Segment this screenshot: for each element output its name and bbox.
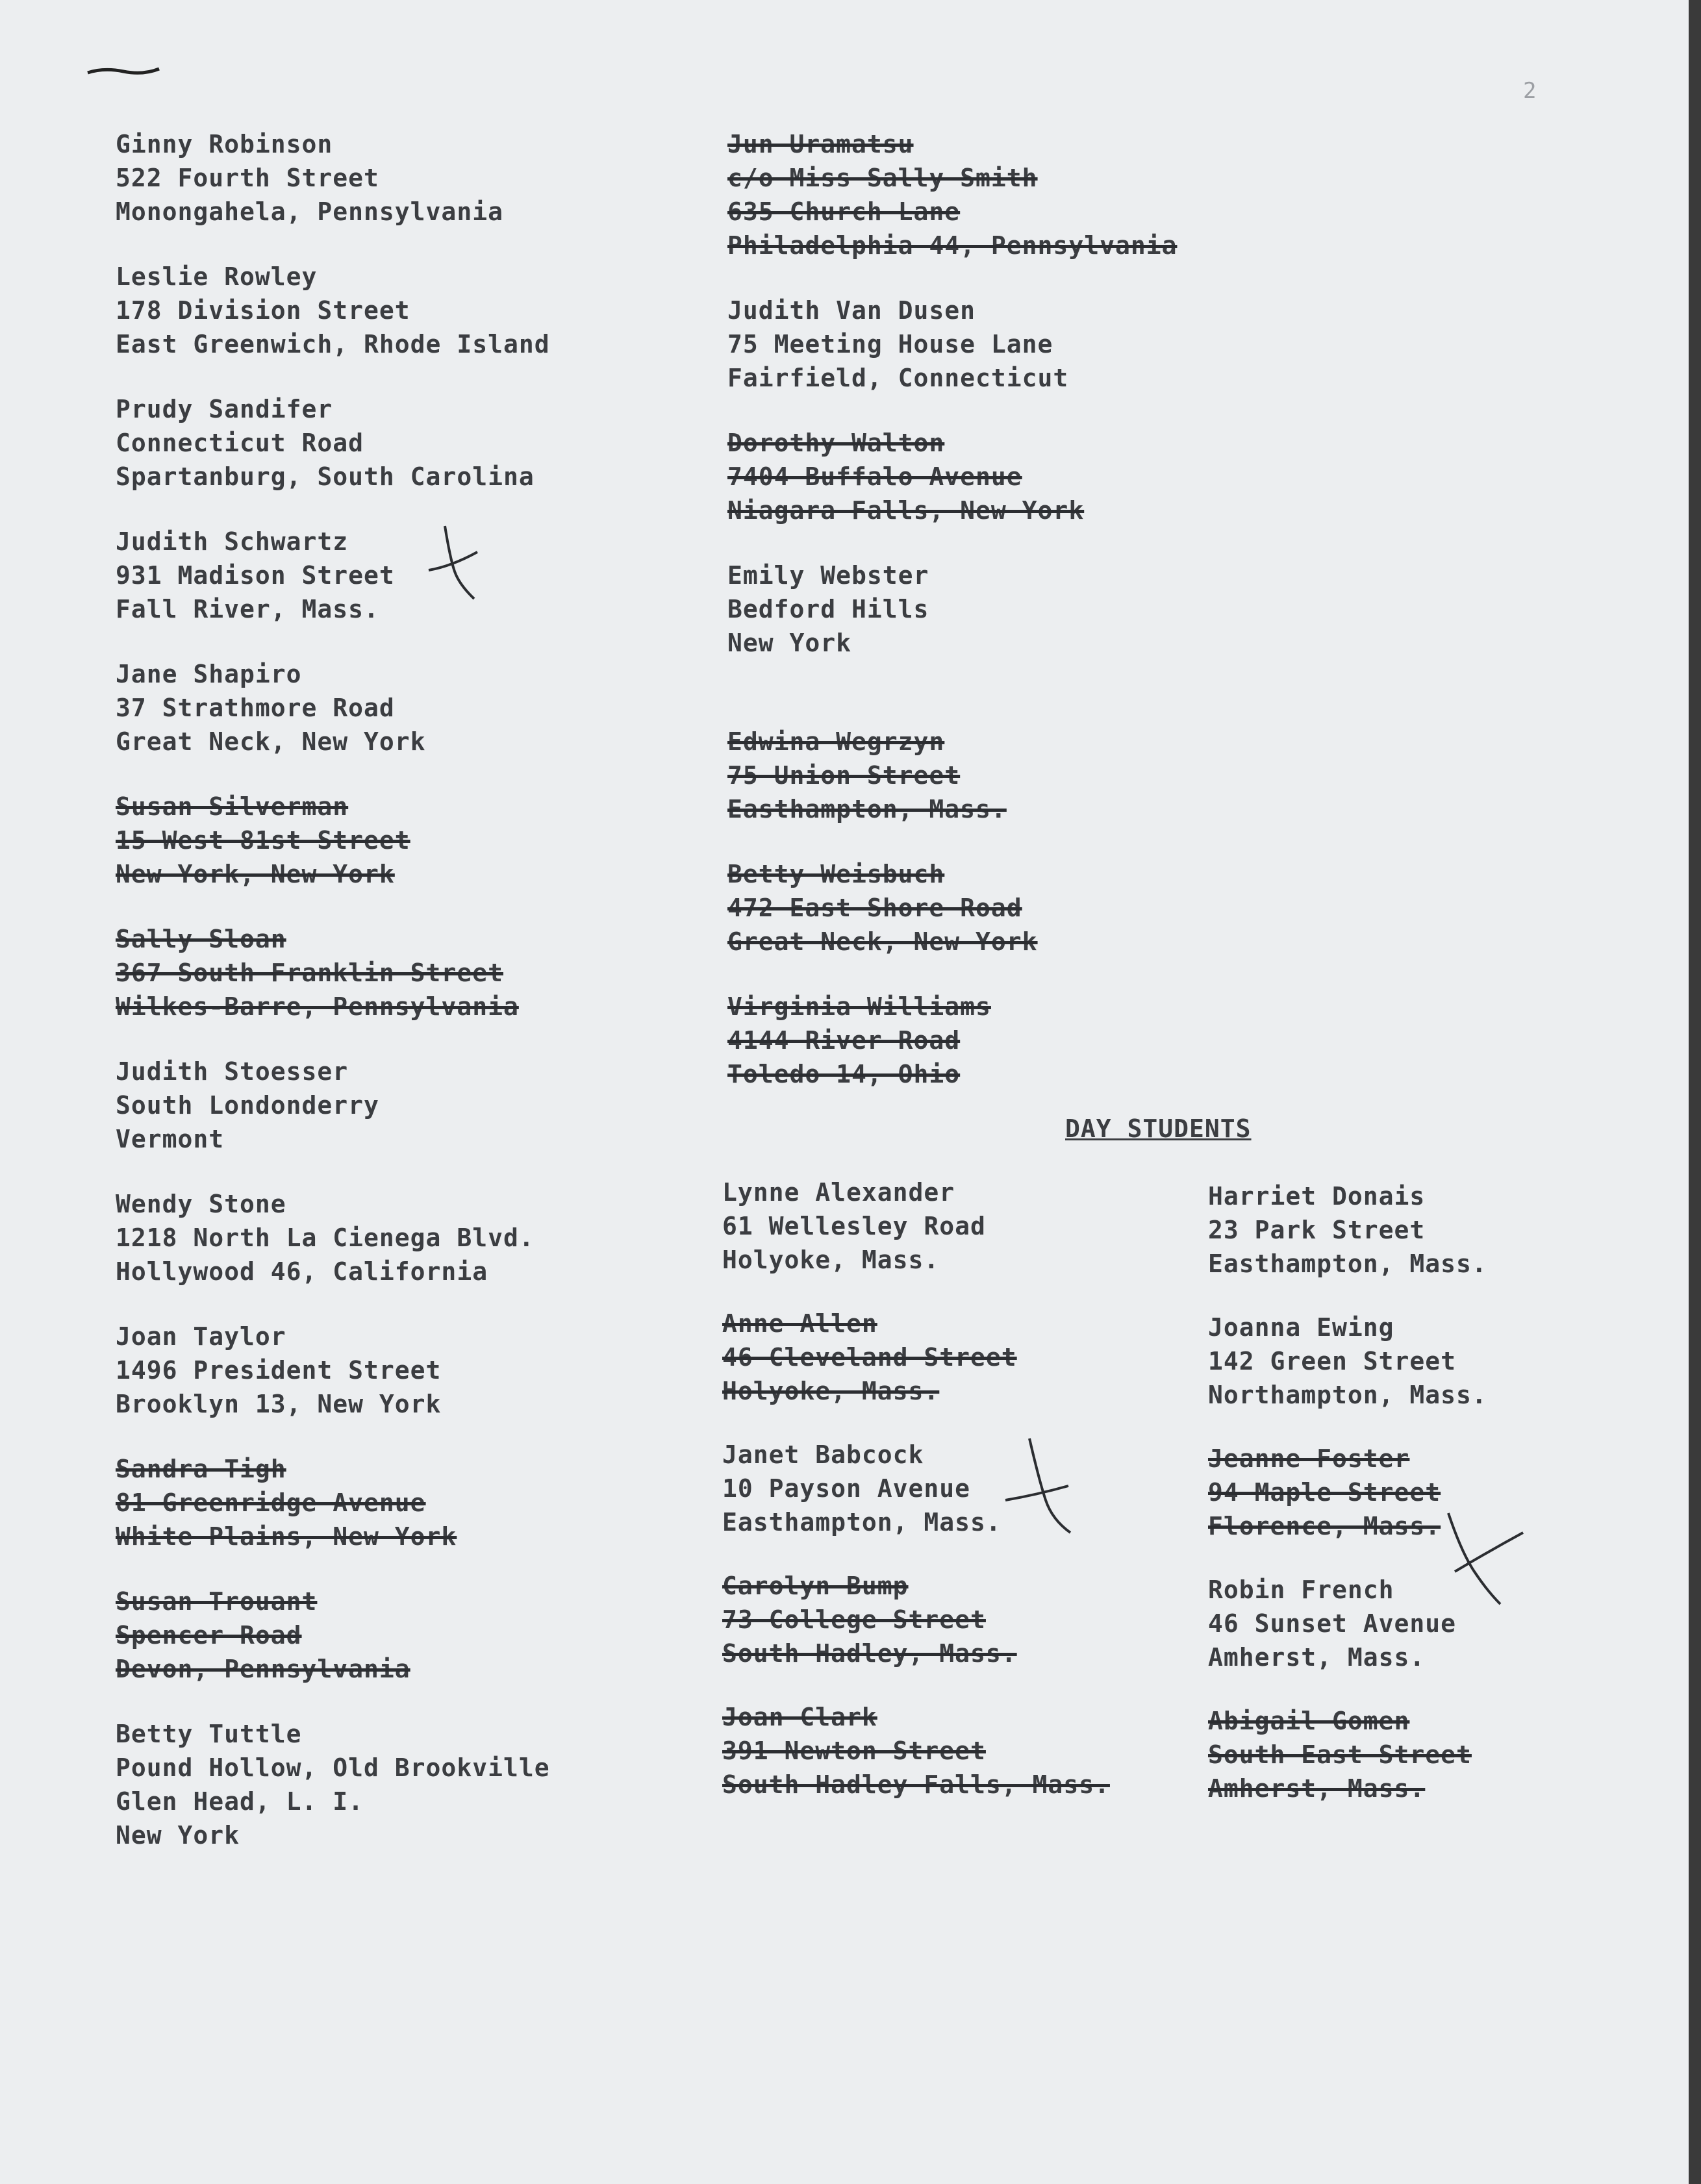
entry-address-line: 367 South Franklin Street [116, 959, 503, 987]
entry-address-line: Northampton, Mass. [1208, 1381, 1487, 1409]
entry-address-line: Philadelphia 44, Pennsylvania [727, 231, 1178, 260]
entry-name: Judith Van Dusen [727, 296, 976, 325]
scan-edge [1689, 0, 1701, 2184]
entry-address-line: South Hadley Falls, Mass. [722, 1770, 1110, 1799]
address-entry [116, 127, 700, 229]
check-mark-icon [425, 520, 484, 604]
entry-name: Emily Webster [727, 561, 929, 590]
entry-address-line: New York, New York [116, 860, 395, 888]
entry-address-line: 10 Payson Avenue [722, 1474, 971, 1503]
address-entry [116, 657, 700, 759]
entry-name: Jeanne Foster [1208, 1444, 1410, 1473]
column-middle [727, 127, 1312, 1091]
entry-address-line: Glen Head, L. I. [116, 1787, 364, 1816]
entry-address-line: 46 Cleveland Street [722, 1343, 1017, 1372]
address-entry [1208, 1179, 1663, 1281]
address-entry [116, 525, 700, 626]
entry-address-line: c/o Miss Sally Smith [727, 164, 1038, 192]
entry-address-line: East Greenwich, Rhode Island [116, 330, 550, 358]
entry-address-line: Devon, Pennsylvania [116, 1655, 410, 1683]
entry-name: Edwina Wegrzyn [727, 727, 945, 756]
entry-address-line: Easthampton, Mass. [1208, 1249, 1487, 1278]
entry-name: Judith Stoesser [116, 1057, 349, 1086]
entry-address-line: 931 Madison Street [116, 561, 395, 590]
entry-name: Joan Clark [722, 1703, 877, 1731]
entry-address-line: Florence, Mass. [1208, 1512, 1441, 1540]
entry-address-line: Brooklyn 13, New York [116, 1390, 442, 1418]
address-entry [116, 1585, 700, 1686]
entry-name: Lynne Alexander [722, 1178, 955, 1207]
column-day-students-left [722, 1175, 1190, 1801]
entry-address-line: 73 College Street [722, 1605, 986, 1634]
entry-name: Leslie Rowley [116, 262, 318, 291]
entry-name: Harriet Donais [1208, 1182, 1426, 1211]
entry-address-line: Easthampton, Mass. [727, 795, 1007, 823]
address-entry [1208, 1704, 1663, 1805]
address-entry [116, 392, 700, 494]
entry-name: Jane Shapiro [116, 660, 302, 688]
entry-address-line: 94 Maple Street [1208, 1478, 1441, 1507]
entry-address-line: 23 Park Street [1208, 1216, 1426, 1244]
address-entry [116, 922, 700, 1023]
entry-name: Virginia Williams [727, 992, 991, 1021]
address-entry [722, 1700, 1190, 1801]
entry-address-line: Bedford Hills [727, 595, 929, 623]
entry-name: Anne Allen [722, 1309, 877, 1338]
entry-address-line: New York [116, 1821, 240, 1850]
entry-name: Robin French [1208, 1575, 1394, 1604]
entry-name: Prudy Sandifer [116, 395, 333, 423]
entry-address-line: Spencer Road [116, 1621, 302, 1650]
entry-name: Janet Babcock [722, 1440, 924, 1469]
entry-address-line: Holyoke, Mass. [722, 1377, 940, 1405]
check-mark-icon [1000, 1435, 1078, 1539]
entry-address-line: 15 West 81st Street [116, 826, 410, 855]
address-entry [1208, 1311, 1663, 1412]
address-entry [727, 857, 1312, 959]
column-left [116, 127, 700, 1852]
entry-name: Betty Weisbuch [727, 860, 945, 888]
entry-address-line: 37 Strathmore Road [116, 694, 395, 722]
address-entry [722, 1307, 1190, 1408]
entry-address-line: 472 East Shore Road [727, 894, 1022, 922]
entry-name: Susan Trouant [116, 1587, 318, 1616]
entry-address-line: Amherst, Mass. [1208, 1643, 1426, 1672]
entry-address-line: South Hadley, Mass. [722, 1639, 1017, 1668]
entry-address-line: Toledo 14, Ohio [727, 1060, 961, 1088]
address-entry [116, 1717, 700, 1852]
address-entry [116, 1055, 700, 1156]
entry-address-line: 1218 North La Cienega Blvd. [116, 1224, 535, 1252]
entry-address-line: South East Street [1208, 1740, 1472, 1769]
entry-address-line: 81 Greenridge Avenue [116, 1488, 426, 1517]
entry-name: Jun Uramatsu [727, 130, 914, 158]
entry-address-line: 75 Union Street [727, 761, 961, 790]
entry-address-line: 61 Wellesley Road [722, 1212, 986, 1240]
entry-address-line: 46 Sunset Avenue [1208, 1609, 1457, 1638]
entry-name: Dorothy Walton [727, 429, 945, 457]
entry-address-line: Fall River, Mass. [116, 595, 379, 623]
entry-address-line: Great Neck, New York [727, 927, 1038, 956]
entry-name: Betty Tuttle [116, 1720, 302, 1748]
entry-name: Carolyn Bump [722, 1572, 909, 1600]
entry-address-line: White Plains, New York [116, 1522, 457, 1551]
entry-name: Susan Silverman [116, 792, 349, 821]
entry-address-line: 1496 President Street [116, 1356, 442, 1385]
entry-name: Wendy Stone [116, 1190, 286, 1218]
address-entry [727, 990, 1312, 1091]
entry-address-line: 635 Church Lane [727, 197, 961, 226]
entry-address-line: Wilkes-Barre, Pennsylvania [116, 992, 519, 1021]
entry-name: Abigail Gomen [1208, 1707, 1410, 1735]
entry-address-line: 391 Newton Street [722, 1737, 986, 1765]
entry-address-line: 522 Fourth Street [116, 164, 379, 192]
address-entry [116, 1452, 700, 1553]
entry-address-line: 7404 Buffalo Avenue [727, 462, 1022, 491]
address-entry [116, 260, 700, 361]
entry-address-line: Monongahela, Pennsylvania [116, 197, 503, 226]
entry-address-line: Great Neck, New York [116, 727, 426, 756]
check-mark-icon [1435, 1500, 1526, 1611]
page-number: 2 [1523, 78, 1537, 104]
entry-address-line: Easthampton, Mass. [722, 1508, 1002, 1537]
entry-address-line: New York [727, 629, 852, 657]
entry-address-line: 142 Green Street [1208, 1347, 1457, 1375]
entry-name: Joan Taylor [116, 1322, 286, 1351]
entry-name: Ginny Robinson [116, 130, 333, 158]
entry-address-line: Spartanburg, South Carolina [116, 462, 535, 491]
entry-name: Sally Sloan [116, 925, 286, 953]
entry-address-line: Vermont [116, 1125, 225, 1153]
entry-name: Sandra Tigh [116, 1455, 286, 1483]
entry-address-line: Pound Hollow, Old Brookville [116, 1753, 550, 1782]
entry-address-line: Connecticut Road [116, 429, 364, 457]
entry-address-line: Holyoke, Mass. [722, 1246, 940, 1274]
address-entry [116, 1320, 700, 1421]
entry-address-line: 4144 River Road [727, 1026, 961, 1055]
address-entry [727, 426, 1312, 527]
address-entry [116, 790, 700, 891]
column-day-students-right [1208, 1179, 1663, 1805]
entry-address-line: 178 Division Street [116, 296, 410, 325]
entry-address-line: Amherst, Mass. [1208, 1774, 1426, 1803]
ink-smudge [84, 64, 162, 81]
address-entry [727, 294, 1312, 395]
entry-address-line: South Londonderry [116, 1091, 379, 1120]
address-entry [722, 1569, 1190, 1670]
address-entry [727, 725, 1312, 826]
day-students-heading: DAY STUDENTS [1065, 1114, 1252, 1143]
address-entry [727, 127, 1312, 262]
address-entry [116, 1187, 700, 1288]
entry-name: Joanna Ewing [1208, 1313, 1394, 1342]
address-entry [722, 1438, 1190, 1539]
entry-address-line: 75 Meeting House Lane [727, 330, 1053, 358]
address-entry [727, 559, 1312, 660]
address-entry [722, 1175, 1190, 1277]
entry-address-line: Hollywood 46, California [116, 1257, 488, 1286]
entry-address-line: Fairfield, Connecticut [727, 364, 1069, 392]
entry-address-line: Niagara Falls, New York [727, 496, 1085, 525]
entry-name: Judith Schwartz [116, 527, 349, 556]
